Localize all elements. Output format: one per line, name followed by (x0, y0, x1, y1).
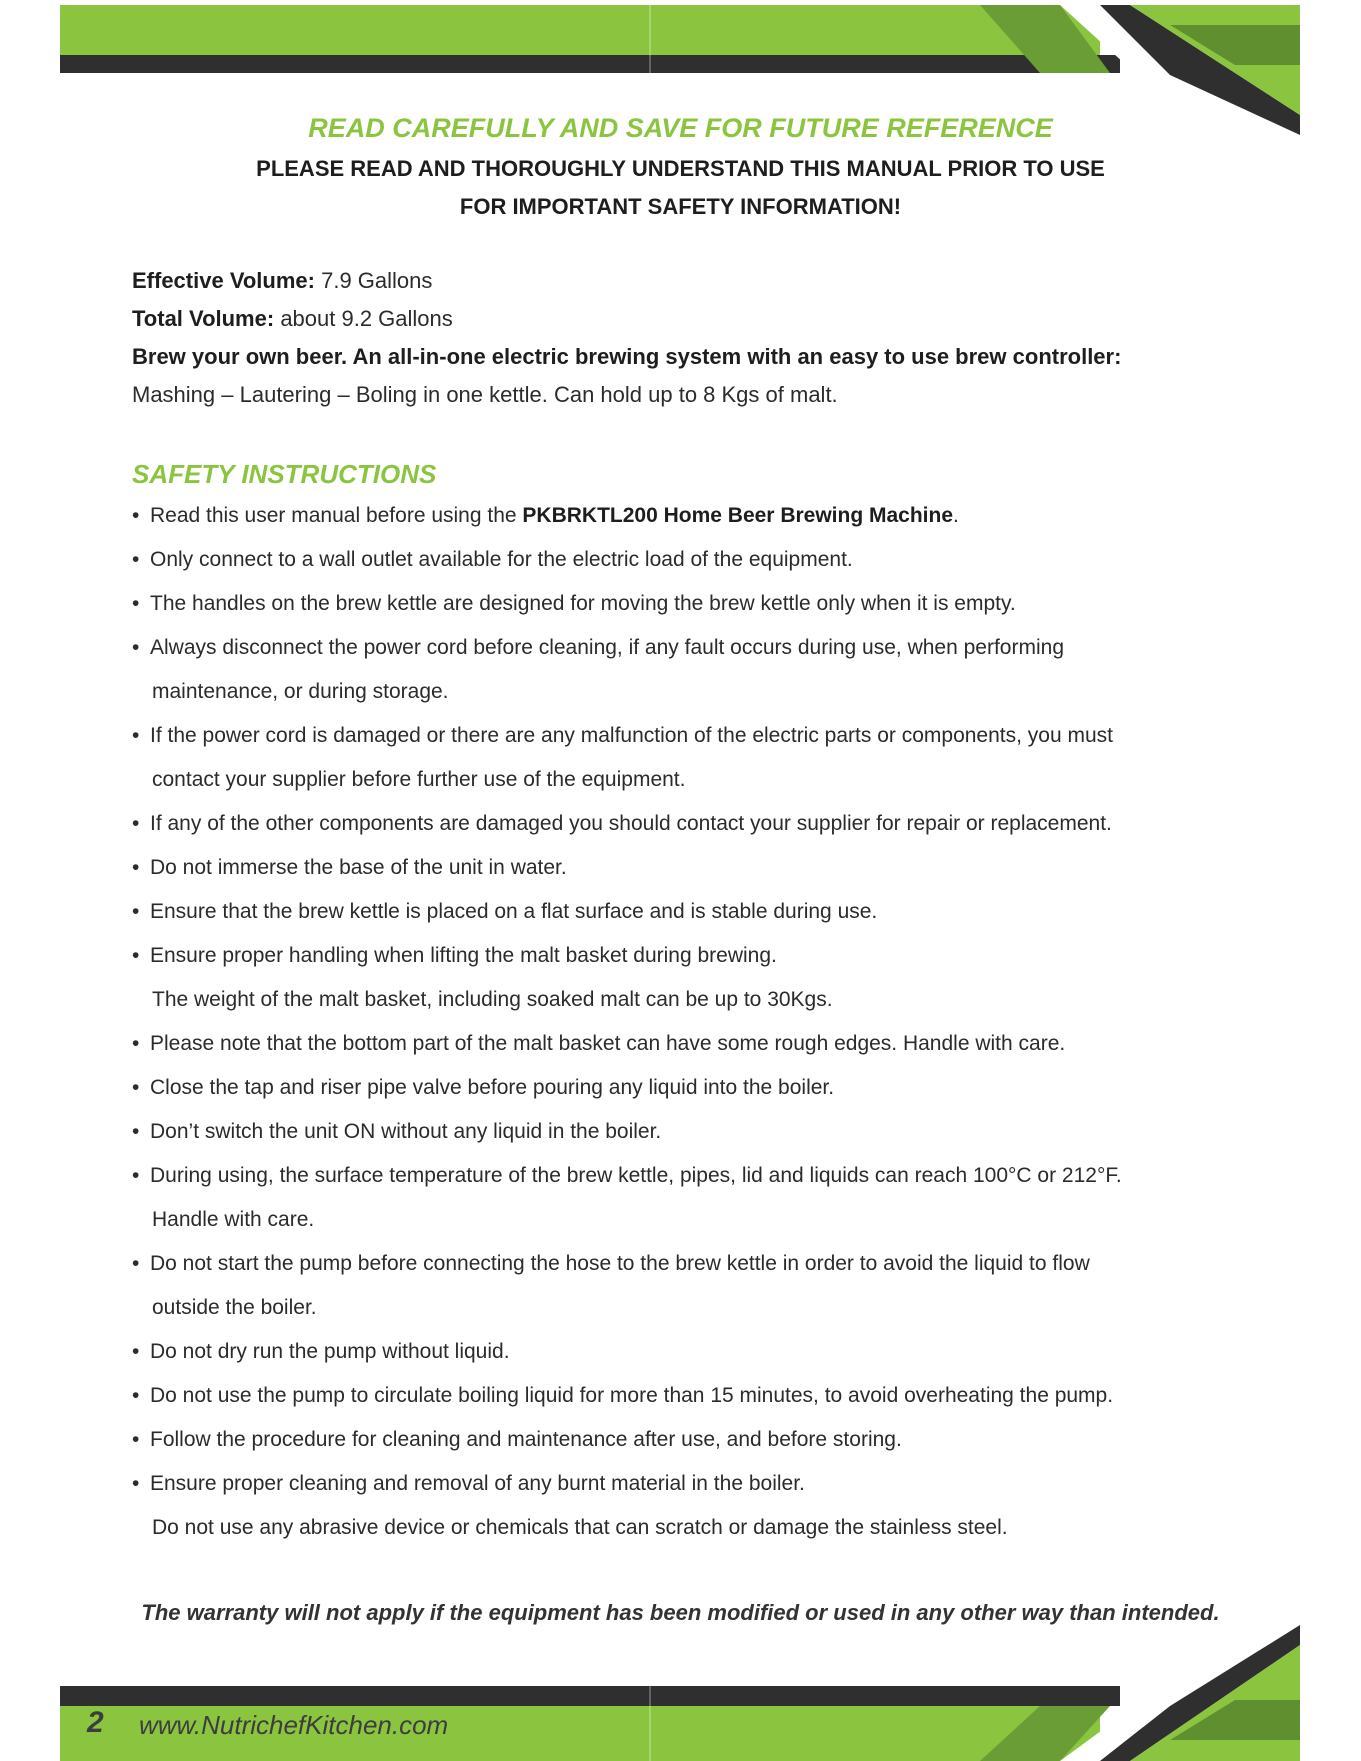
safety-item-5-text: If the power cord is damaged or there are any malfunction of the electric parts or components, you must (150, 724, 1113, 747)
safety-item-10-text: Please note that the bottom part of the malt basket can have some rough edges. Handle with care. (150, 1032, 1066, 1055)
safety-item-17-text: Follow the procedure for cleaning and maintenance after use, and before storing. (150, 1428, 902, 1451)
spec-brew-description: Brew your own beer. An all-in-one electric brewing system with an easy to use brew controller: (132, 344, 1122, 369)
safety-item-10: • Please note that the bottom part of the malt basket can have some rough edges. Handle with care. (132, 1032, 1066, 1055)
safety-item-4-continuation: maintenance, or during storage. (152, 680, 449, 703)
safety-item-7-text: Do not immerse the base of the unit in water. (150, 856, 567, 879)
safety-item-12: • Don’t switch the unit ON without any liquid in the boiler. (132, 1120, 662, 1143)
safety-item-13-continuation: Handle with care. (152, 1208, 315, 1231)
safety-item-2-text: Only connect to a wall outlet available for the electric load of the equipment. (150, 548, 853, 571)
top-banner-dark-strip (60, 55, 1120, 73)
bottom-banner-dark-strip (60, 1686, 1120, 1706)
safety-item-18: • Ensure proper cleaning and removal of any burnt material in the boiler. (132, 1472, 805, 1495)
safety-item-13-text: During using, the surface temperature of the brew kettle, pipes, lid and liquids can reach 100°C or 212°F. (150, 1164, 1122, 1187)
safety-item-9-continuation: The weight of the malt basket, including soaked malt can be up to 30Kgs. (152, 988, 833, 1011)
safety-item-6: • If any of the other components are damaged you should contact your supplier for repair or replacement. (132, 812, 1112, 835)
safety-item-15-text: Do not dry run the pump without liquid. (150, 1340, 510, 1363)
spec-effective-volume (132, 268, 432, 294)
safety-item-11-text: Close the tap and riser pipe valve before pouring any liquid into the boiler. (150, 1076, 835, 1099)
spec-mashing-description: Mashing – Lautering – Boling in one kettle. Can hold up to 8 Kgs of malt. (132, 382, 838, 407)
safety-item-17: • Follow the procedure for cleaning and maintenance after use, and before storing. (132, 1428, 902, 1451)
safety-item-16-text: Do not use the pump to circulate boiling liquid for more than 15 minutes, to avoid overheating the pump. (150, 1384, 1114, 1407)
safety-title: SAFETY INSTRUCTIONS (132, 459, 437, 489)
safety-item-9-text: Ensure proper handling when lifting the malt basket during brewing. (150, 944, 777, 967)
safety-item-18-continuation: Do not use any abrasive device or chemicals that can scratch or damage the stainless steel. (152, 1516, 1008, 1539)
safety-item-15: • Do not dry run the pump without liquid. (132, 1340, 510, 1363)
safety-item-18-text: Ensure proper cleaning and removal of any burnt material in the boiler. (150, 1472, 805, 1495)
safety-item-1-model: PKBRKTL200 Home Beer Brewing Machine (522, 504, 954, 527)
safety-item-8-text: Ensure that the brew kettle is placed on a flat surface and is stable during use. (150, 900, 878, 923)
header-instruction-line2: FOR IMPORTANT SAFETY INFORMATION! (459, 194, 902, 219)
safety-item-14: • Do not start the pump before connecting the hose to the brew kettle in order to avoid the liquid to flow (132, 1252, 1090, 1275)
spec-effective-label: Effective Volume: (132, 268, 315, 293)
safety-item-1-period: . (953, 504, 959, 527)
header-reference: READ CAREFULLY AND SAVE FOR FUTURE REFERENCE (308, 113, 1053, 143)
safety-item-8: • Ensure that the brew kettle is placed on a flat surface and is stable during use. (132, 900, 878, 923)
safety-item-3: • The handles on the brew kettle are designed for moving the brew kettle only when it is empty. (132, 592, 1016, 615)
safety-item-5-continuation: contact your supplier before further use of the equipment. (152, 768, 686, 791)
safety-item-12-text: Don’t switch the unit ON without any liquid in the boiler. (150, 1120, 662, 1143)
safety-item-16: • Do not use the pump to circulate boiling liquid for more than 15 minutes, to avoid overheating the pump. (132, 1384, 1114, 1407)
spec-total-volume (132, 306, 453, 332)
safety-item-2: • Only connect to a wall outlet available for the electric load of the equipment. (132, 548, 853, 571)
warranty-note: The warranty will not apply if the equipment has been modified or used in any other way than intended. (141, 1600, 1220, 1625)
safety-item-1-text: Read this user manual before using the (150, 504, 517, 527)
header-instruction-line1: PLEASE READ AND THOROUGHLY UNDERSTAND THIS MANUAL PRIOR TO USE (256, 156, 1105, 181)
spec-total-label: Total Volume: (132, 306, 275, 331)
spec-total-value: about 9.2 Gallons (280, 306, 453, 331)
safety-item-4-text: Always disconnect the power cord before cleaning, if any fault occurs during use, when performing (150, 636, 1064, 659)
safety-item-1: • Read this user manual before using the PKBRKTL200 Home Beer Brewing Machine. (132, 504, 959, 527)
footer-page-number: 2 (87, 1706, 104, 1739)
safety-item-14-text: Do not start the pump before connecting the hose to the brew kettle in order to avoid the liquid to flow (150, 1252, 1090, 1275)
safety-item-11: • Close the tap and riser pipe valve before pouring any liquid into the boiler. (132, 1076, 835, 1099)
safety-item-6-text: If any of the other components are damaged you should contact your supplier for repair or replacement. (150, 812, 1112, 835)
footer-website-link[interactable]: www.NutrichefKitchen.com (139, 1710, 449, 1740)
top-banner-green-bar (60, 5, 1100, 55)
spec-effective-value: 7.9 Gallons (321, 268, 433, 293)
safety-item-7: • Do not immerse the base of the unit in water. (132, 856, 567, 879)
safety-item-9: • Ensure proper handling when lifting the malt basket during brewing. (132, 944, 777, 967)
safety-item-14-continuation: outside the boiler. (152, 1296, 317, 1319)
safety-item-13: • During using, the surface temperature of the brew kettle, pipes, lid and liquids can reach 100°C or 212°F. (132, 1164, 1122, 1187)
safety-item-5: • If the power cord is damaged or there are any malfunction of the electric parts or components, you must (132, 724, 1113, 747)
safety-item-4: • Always disconnect the power cord before cleaning, if any fault occurs during use, when performing (132, 636, 1064, 659)
safety-item-3-text: The handles on the brew kettle are designed for moving the brew kettle only when it is empty. (150, 592, 1016, 615)
